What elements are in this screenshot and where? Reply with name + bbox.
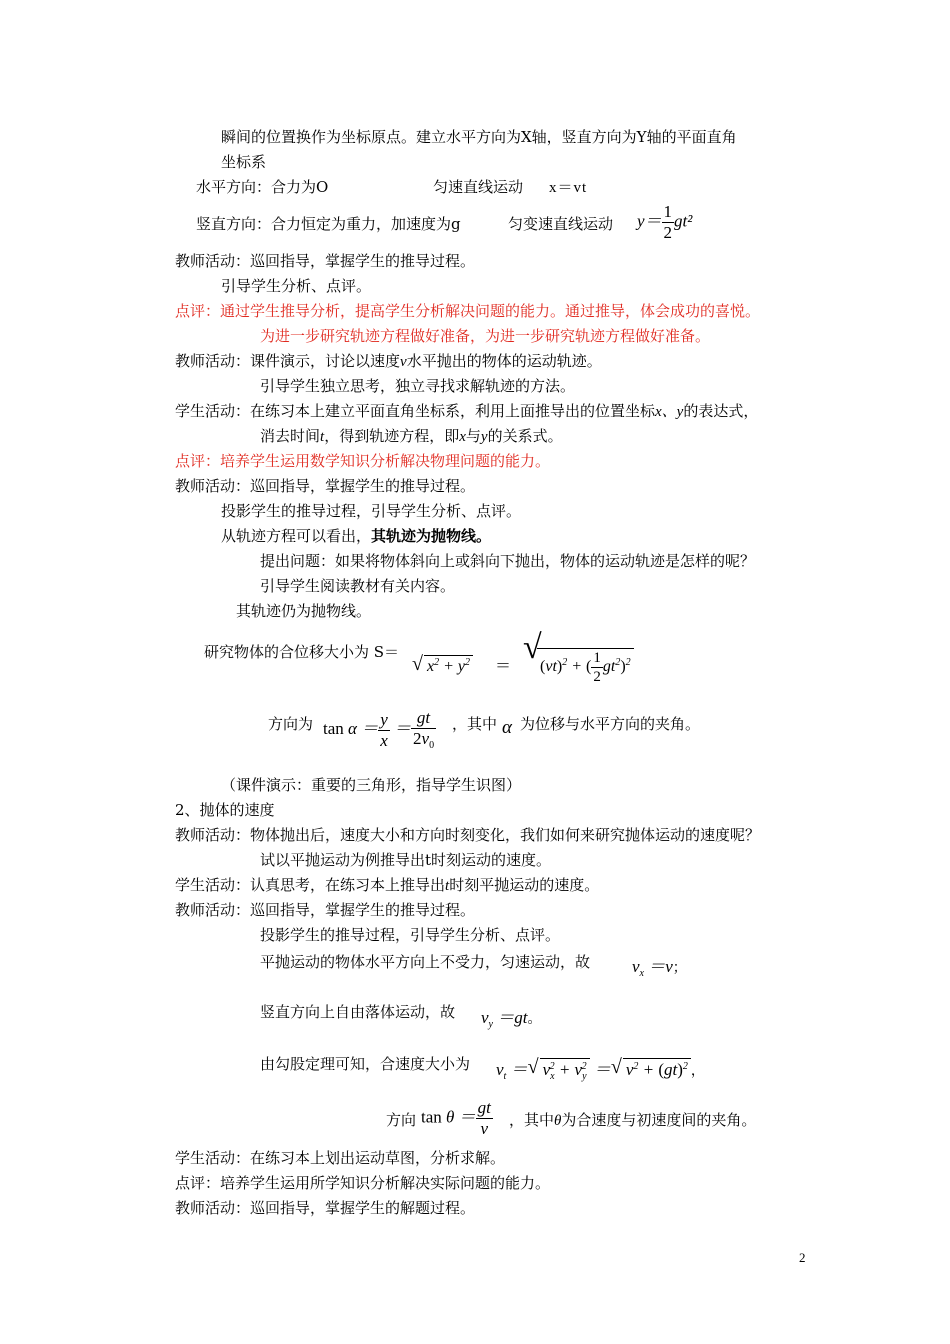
text-line: 引导学生阅读教材有关内容。 [260,577,456,595]
fraction-denominator: 2 [593,669,601,685]
text-line [175,875,599,896]
text-span: 时刻平抛运动的速度。 [449,876,600,894]
text-line [509,1110,756,1131]
text-line: 匀速直线运动 [433,178,524,196]
symbol-alpha: α [348,718,357,738]
formula-tan-theta: tan θ ＝ $\frac{gt}{v}$ [421,1098,491,1138]
text-line: 研究物体的合位移大小为 S＝ [204,643,400,661]
sqrt-v-gt: √ $v^2 + (gt)^2$ [623,1058,691,1084]
text-line: 瞬间的位置换作为坐标原点。建立水平方向为X轴，竖直方向为Y轴的平面直角 [221,128,737,146]
text-span: 的关系式。 [487,427,563,445]
text-line: 教师活动：巡回指导，掌握学生的推导过程。 [175,901,476,919]
symbol-xy: x、y [655,404,684,420]
fraction-numerator: 1 [593,650,601,666]
formula-y-rhs: gt² [674,211,693,231]
text-line: 提出问题：如果将物体斜向上或斜向下抛出，物体的运动轨迹是怎样的呢？ [260,552,756,570]
symbol-theta: θ [446,1107,455,1127]
fraction-y-x: $\frac{y}{x}$ [380,709,388,750]
text-line [260,426,563,447]
text-line: 投影学生的推导过程，引导学生分析、点评。 [260,926,561,944]
text-line [175,351,602,372]
text-line: 教师活动：物体抛出后，速度大小和方向时刻变化，我们如何来研究抛体运动的速度呢？ [175,826,761,844]
text-span: ，其中 [509,1111,555,1129]
section-heading: 2、抛体的速度 [175,801,275,819]
text-span: 学生活动：认真思考，在练习本上推导出 [175,876,446,894]
text-line: 水平方向：合力为O [196,178,329,196]
comment-line: 点评：通过学生推导分析，提高学生分析解决问题的能力。通过推导，体会成功的喜悦。 [175,302,761,320]
symbol-x: x [459,429,466,445]
text-line: 点评：培养学生运用所学知识分析解决实际问题的能力。 [175,1174,551,1192]
text-line: 平抛运动的物体水平方向上不受力，匀速运动，故 [260,953,591,971]
text-line: 方向 [386,1111,417,1129]
text-span: ，得到轨迹方程，即 [324,427,460,445]
text-line: 教师活动：巡回指导，掌握学生的解题过程。 [175,1199,476,1217]
symbol-y: y [480,429,488,445]
text-span: 消去时间 [260,427,321,445]
text-line: ，其中 [452,715,498,733]
text-line: 竖直方向：合力恒定为重力，加速度为g [196,215,461,233]
formula-tan-alpha: tan α ＝ $\frac{y}{x}$ ＝ $\frac{gt}{2v_0}$ [323,708,435,751]
formula-y [637,202,692,243]
comment-line: 为进一步研究轨迹方程做好准备，为进一步研究轨迹方程做好准备。 [260,327,711,345]
text-line: （课件演示：重要的三角形，指导学生识图） [221,776,522,794]
fraction-half-2 [591,649,603,686]
text-line: 投影学生的推导过程，引导学生分析、点评。 [221,502,522,520]
text-line: 竖直方向上自由落体运动，故 [260,1003,456,1021]
text-line: 引导学生独立思考，独立寻找求解轨迹的方法。 [260,377,576,395]
text-line: 学生活动：在练习本上划出运动草图，分析求解。 [175,1149,506,1167]
text-span: 为合速度与初速度间的夹角。 [561,1111,757,1129]
symbol-t: t [320,429,325,445]
text-line: 由勾股定理可知，合速度大小为 [260,1055,471,1073]
text-span: 从轨迹方程可以看出， [221,527,372,545]
page-number: 2 [799,1250,806,1265]
symbol-v: v [400,354,407,370]
tan-label: tan [421,1107,442,1127]
fraction-gt-2v0: $\frac{gt}{2v_0}$ [413,708,435,751]
text-line: 为位移与水平方向的夹角。 [520,715,701,733]
fraction-denominator: 2 [663,223,673,242]
fraction-numerator: 1 [663,202,673,221]
sqrt-vx-vy: √ $v_x^2 + v_y^2$ [540,1058,590,1084]
text-span: 学生活动：在练习本上建立平面直角坐标系，利用上面推导出的位置坐标 [175,402,656,420]
formula-vy: $v_y =gt$。 [481,1008,542,1030]
text-line [175,401,758,422]
sqrt-xy: √ $x^2 + y^2$ [424,655,473,680]
formula-vx: $v_x =v$； [632,957,687,979]
formula-y-lhs: y＝ [637,211,662,231]
text-span: 水平抛出的物体的运动轨迹。 [406,352,602,370]
text-span: 的表达式， [683,402,759,420]
comment-line: 点评：培养学生运用数学知识分析解决物理问题的能力。 [175,452,551,470]
text-line [221,526,491,546]
text-span: 与 [465,427,481,445]
text-line: 试以平抛运动为例推导出t时刻运动的速度。 [260,851,552,869]
symbol-alpha: α [502,717,512,738]
bold-conclusion: 其轨迹为抛物线。 [371,527,492,545]
tan-label: tan [323,718,344,738]
text-line: 引导学生分析、点评。 [221,277,372,295]
formula-displacement: √ $x^2 + y^2$ ＝ √ (vt)$^2$ + ( $\frac{1}{2}$ $gt^2)^2$ [412,648,634,686]
text-line: 教师活动：巡回指导，掌握学生的推导过程。 [175,477,476,495]
symbol-theta: θ [554,1113,562,1129]
formula-vt: $v_t$ ＝√ $v_x^2 + v_y^2$ ＝√ $v^2 + (gt)^2$ ， [496,1058,705,1084]
sqrt-vt: √ (vt)$^2$ + ( $\frac{1}{2}$ $gt^2)^2$ [537,648,634,686]
fraction-half [662,202,675,243]
text-span: 教师活动：课件演示，讨论以速度 [175,352,401,370]
formula-x: x＝vt [549,180,588,196]
symbol-t: t [445,878,450,894]
text-line: 方向为 [268,715,314,733]
text-line: 教师活动：巡回指导，掌握学生的推导过程。 [175,252,476,270]
text-line: 匀变速直线运动 [508,215,614,233]
text-line: 其轨迹仍为抛物线。 [236,602,372,620]
fraction-gt-v: $\frac{gt}{v}$ [477,1098,491,1138]
text-line: 坐标系 [221,153,267,171]
